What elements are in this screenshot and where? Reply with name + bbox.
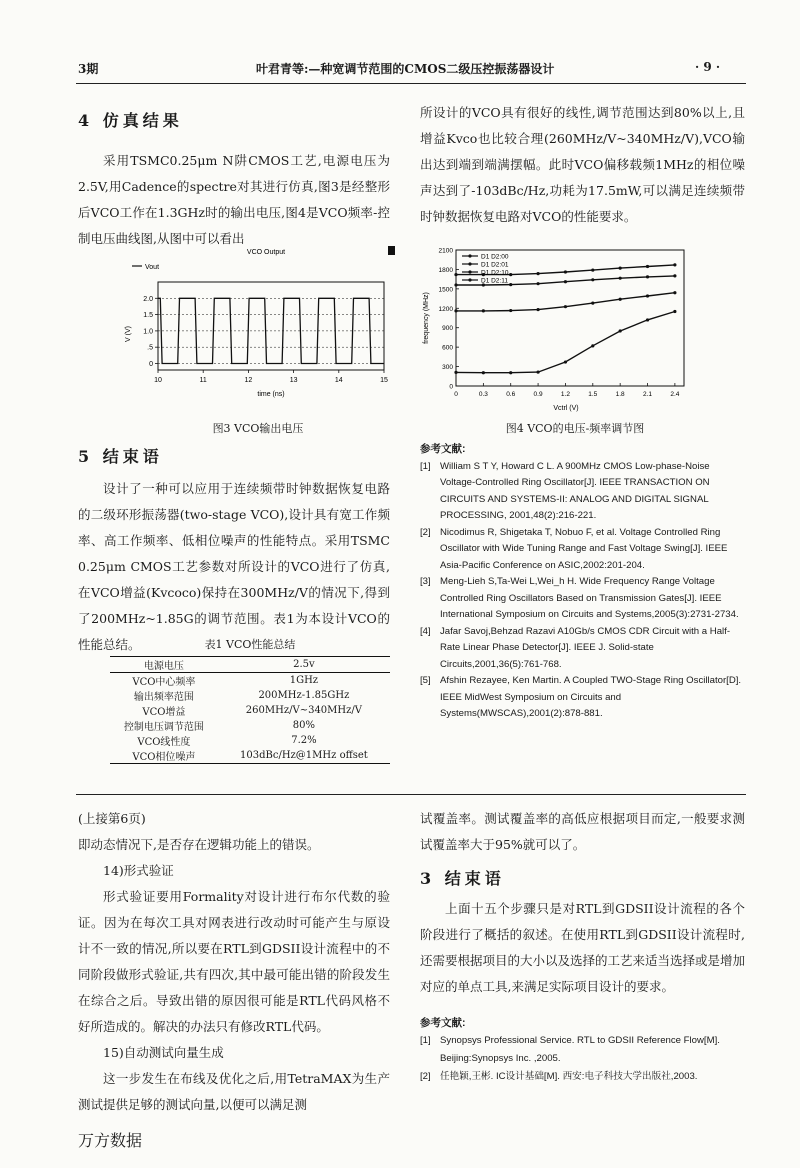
header-issue: 3期 <box>78 62 99 76</box>
reference-text: Nicodimus R, Shigetaka T, Nobuo F, et al. Voltage Controlled Ring Oscillator with Wide Tuning Range and Fast Voltage Swing[J]. IEEE Asia-Pacific Conference on ASIC,2002:201-204. <box>440 526 728 571</box>
table-row <box>110 748 390 763</box>
fig3-y-tick-label: 0 <box>149 360 153 368</box>
fig4-legend-marker <box>468 270 471 273</box>
fig4-x-tick-label: 1.8 <box>615 391 625 398</box>
reference-number: [2] <box>420 526 431 538</box>
continued-note: (上接第6页) <box>78 811 146 826</box>
table-row <box>110 718 390 733</box>
reference-text: Afshin Rezayee, Ken Martin. A Coupled TWO-Stage Ring Oscillator[D]. IEEE MidWest Symposium on Circuits and Systems(MWSCAS),2001(2):878-881. <box>440 675 742 719</box>
bottom-right-p2: 上面十五个步骤只是对RTL到GDSII设计流程的各个阶段进行了概括的叙述。在使用RTL到GDSII设计流程时,还需要根据项目的大小以及选择的工艺来适当选择或是增加对应的单点工具,来满足实际项目设计的要求。 <box>420 901 746 994</box>
fig4-x-tick-label: 1.5 <box>588 391 598 398</box>
reference-item <box>420 673 746 723</box>
fig3-ylabel: V (V) <box>125 326 132 342</box>
table-cell: 80% <box>292 720 316 731</box>
fig4-x-tick-label: 2.1 <box>642 391 653 398</box>
bottom-left-text <box>78 806 390 1118</box>
table1-title: 表1 VCO性能总结 <box>204 638 296 651</box>
section4-paragraph: 采用TSMC0.25μm N阱CMOS工艺,电源电压为2.5V,用Cadence的spectre对其进行仿真,图3是经整形后VCO工作在1.3GHz时的输出电压,图4是VCO频率-控制电压曲线图,从图中可以看出 <box>78 153 390 246</box>
table-cell: VCO中心频率 <box>132 677 196 688</box>
fig4-x-tick-label: 0.9 <box>533 391 543 398</box>
top-references <box>420 441 746 723</box>
fig3-y-tick-label: 1.0 <box>143 328 153 336</box>
fig4-ylabel: frequency (MHz) <box>423 292 430 344</box>
reference-text: Jafar Savoj,Behzad Razavi A10Gb/s CMOS CDR Circuit with a Half-Rate Linear Phase Detector[J]. IEEE J. Solid-state Circuits,2001,36(5):761-768. <box>440 625 731 670</box>
section3-title: 3 结束语 <box>420 869 505 888</box>
reference-item <box>420 1068 746 1086</box>
heading-formal-verification: 14)形式验证 <box>103 863 174 878</box>
fig4-data-point <box>673 310 676 313</box>
fig3-y-tick-label: 2.0 <box>143 295 153 303</box>
fig4-data-point <box>454 309 457 312</box>
table-cell: VCO增益 <box>142 707 186 718</box>
table-row <box>110 657 390 673</box>
fig3-vco-output-chart <box>118 244 398 414</box>
fig4-data-point <box>646 275 649 278</box>
fig3-corner-marker <box>388 246 395 255</box>
section5-block <box>78 444 390 658</box>
fig4-data-point <box>509 283 512 286</box>
bottom-right-text <box>420 806 745 1000</box>
fig4-data-point <box>591 344 594 347</box>
fig4-data-point <box>509 371 512 374</box>
section5-paragraph: 设计了一种可以应用于连续频带时钟数据恢复电路的二级环形振荡器(two-stage VCO),设计具有宽工作频率、高工作频率、低相位噪声的性能特点。采用TSMC 0.25μm CMOS工艺参数对所设计的VCO进行了仿真,在VCO增益(Kvcoco)保持在300MHz/V的情况下,得到了200MHz~1.85G的调节范围。表1为本设计VCO的性能总结。 <box>78 481 390 652</box>
fig3-plot-frame <box>158 282 384 370</box>
fig4-data-point <box>564 280 567 283</box>
page-number: · 9 · <box>695 60 721 74</box>
table-row <box>110 688 390 703</box>
fig4-y-tick-label: 900 <box>442 325 453 333</box>
top-left-text <box>78 108 390 252</box>
table-cell: 2.5v <box>293 659 315 670</box>
fig4-data-point <box>536 308 539 311</box>
reference-text: 任艳颖,王彬. IC设计基础[M]. 西安:电子科技大学出版社,2003. <box>440 1071 698 1082</box>
table-cell: 7.2% <box>291 735 317 746</box>
fig4-data-point <box>536 272 539 275</box>
fig4-y-tick-label: 0 <box>449 383 453 391</box>
fig4-data-point <box>509 309 512 312</box>
table-cell: VCO线性度 <box>137 737 191 748</box>
reference-number: [5] <box>420 675 431 686</box>
fig4-data-point <box>482 309 485 312</box>
table-row <box>110 673 390 689</box>
fig4-y-tick-label: 1500 <box>438 286 453 294</box>
fig3-legend-label: Vout <box>145 264 160 271</box>
table-cell: 控制电压调节范围 <box>123 722 204 733</box>
fig4-data-point <box>454 273 457 276</box>
fig4-data-point <box>619 298 622 301</box>
top-right-text <box>420 100 745 230</box>
table-cell: 电源电压 <box>143 661 184 672</box>
fig3-x-tick-label: 11 <box>199 377 207 384</box>
reference-item <box>420 1032 746 1068</box>
fig4-data-point <box>482 371 485 374</box>
fig4-x-tick-label: 0.3 <box>478 391 488 398</box>
reference-text: William S T Y, Howard C L. A 900MHz CMOS Low-phase-Noise Voltage-Controlled Ring Oscillator[J]. IEEE TRANSACTION ON CIRCUITS AND SYSTEMS-II: ANALOG AND DIGITAL SIGNAL PROCESSING, 2001,48(2):216-221. <box>440 460 710 521</box>
fig4-legend-marker <box>468 262 471 265</box>
fig4-data-point <box>673 263 676 266</box>
fig4-data-point <box>564 305 567 308</box>
header-rule <box>76 83 746 84</box>
refs-title: 参考文献: <box>420 1017 466 1029</box>
table-cell: 输出频率范围 <box>133 692 194 703</box>
fig4-data-point <box>454 283 457 286</box>
running-title: 叶君青等:—种宽调节范围的CMOS二级压控振荡器设计 <box>256 62 555 76</box>
top-right-paragraph: 所设计的VCO具有很好的线性,调节范围达到80%以上,且增益Kvco也比较合理(260MHz/V~340MHz/V),VCO输出达到端到端满摆幅。此时VCO偏移载频1MHz的相位噪声达到了-103dBc/Hz,功耗为17.5mW,可以满足连续频带时钟数据恢复电路对VCO的性能要求。 <box>420 105 745 224</box>
fig4-data-point <box>619 267 622 270</box>
fig4-x-tick-label: 0 <box>454 391 458 398</box>
fig4-data-point <box>619 277 622 280</box>
section4-title: 4 仿真结果 <box>78 111 183 130</box>
reference-number: [3] <box>420 576 431 587</box>
fig4-xlabel: Vctrl (V) <box>553 405 579 412</box>
fig3-title: VCO Output <box>246 249 286 256</box>
reference-number: [1] <box>420 1035 431 1046</box>
fig4-legend-label: D1 D2:11 <box>481 277 508 285</box>
fig3-x-tick-label: 12 <box>244 377 253 384</box>
fig3-y-tick-label: 1.5 <box>143 312 153 320</box>
fig4-data-point <box>591 278 594 281</box>
reference-text: Meng-Lieh S,Ta-Wei L,Wei_h H. Wide Frequency Range Voltage Controlled Ring Oscillators Based on Transmission Gates[J]. IEEE International Symposium on Circuits and Systems,2005(3):2731-2734. <box>440 576 739 620</box>
fig4-data-point <box>536 282 539 285</box>
fig4-data-point <box>646 265 649 268</box>
fig4-caption: 图4 VCO的电压-频率调节图 <box>505 422 645 435</box>
fig4-x-tick-label: 2.4 <box>670 391 680 398</box>
fig3-xlabel: time (ns) <box>257 391 285 398</box>
fig3-x-tick-label: 13 <box>289 377 298 384</box>
fig4-y-tick-label: 2100 <box>438 247 453 255</box>
fig4-data-point <box>564 270 567 273</box>
reference-item <box>420 525 746 575</box>
fig4-data-point <box>646 294 649 297</box>
bottom-left-p2: 形式验证要用Formality对设计进行布尔代数的验证。因为在每次工具对网表进行改动时可能产生与原设计不一致的情况,所以要在RTL到GDSII设计流程中的不同阶段做形式验证,共有四次,其中最可能出错的阶段发生在综合之后。导致出错的原因很可能是RTL代码风格不好所造成的。解决的办法只有修改RTL代码。 <box>78 889 390 1034</box>
fig4-data-point <box>536 370 539 373</box>
refs-title: 参考文献: <box>420 443 466 455</box>
reference-item <box>420 459 746 525</box>
fig4-x-tick-label: 0.6 <box>506 391 516 398</box>
fig4-legend-label: D1 D2:01 <box>481 261 509 269</box>
reference-number: [4] <box>420 625 431 637</box>
fig4-data-point <box>673 291 676 294</box>
fig3-caption: 图3 VCO输出电压 <box>212 422 304 435</box>
reference-text: Synopsys Professional Service. RTL to GDSII Reference Flow[M]. Beijing:Synopsys Inc. ,2005. <box>440 1035 720 1064</box>
fig4-y-tick-label: 300 <box>442 364 453 372</box>
fig4-data-point <box>454 371 457 374</box>
table-cell: VCO相位噪声 <box>132 752 196 763</box>
table-cell: 200MHz-1.85GHz <box>258 690 350 701</box>
fig4-legend-marker <box>468 278 471 281</box>
fig3-x-tick-label: 10 <box>154 377 162 384</box>
watermark: 万方数据 <box>78 1133 143 1150</box>
fig4-legend-label: D1 D2:00 <box>481 253 509 261</box>
fig4-data-point <box>673 274 676 277</box>
fig4-data-point <box>564 360 567 363</box>
article-separator <box>76 794 746 795</box>
reference-number: [1] <box>420 460 431 472</box>
table1 <box>110 636 390 764</box>
fig4-data-point <box>591 302 594 305</box>
reference-number: [2] <box>420 1071 431 1082</box>
fig4-legend-marker <box>468 254 471 257</box>
table-cell: 1GHz <box>289 675 319 686</box>
bottom-references <box>420 1014 746 1086</box>
table1-body <box>110 657 390 763</box>
fig4-data-point <box>591 268 594 271</box>
fig4-legend-label: D1 D2:10 <box>481 269 509 277</box>
bottom-left-p3: 这一步发生在布线及优化之后,用TetraMAX为生产测试提供足够的测试向量,以便可以满足测 <box>78 1071 390 1112</box>
fig3-x-tick-label: 15 <box>380 377 388 384</box>
fig4-data-point <box>646 318 649 321</box>
fig3-y-tick-label: .5 <box>147 344 153 352</box>
fig4-y-tick-label: 1200 <box>438 305 453 313</box>
fig4-x-tick-label: 1.2 <box>560 391 570 398</box>
bottom-left-p1: 即动态情况下,是否存在逻辑功能上的错误。 <box>78 837 320 852</box>
section5-title: 5 结束语 <box>78 447 163 466</box>
table-cell: 260MHz/V~340MHz/V <box>245 705 362 716</box>
reference-item <box>420 574 746 624</box>
table-row <box>110 733 390 748</box>
fig4-y-tick-label: 1800 <box>438 266 453 274</box>
bottom-right-p1: 试覆盖率。测试覆盖率的高低应根据项目而定,一般要求测试覆盖率大于95%就可以了。 <box>420 811 745 852</box>
table-cell: 103dBc/Hz@1MHz offset <box>240 750 368 761</box>
fig4-data-point <box>619 329 622 332</box>
heading-atpg: 15)自动测试向量生成 <box>103 1045 224 1060</box>
fig4-data-point <box>509 273 512 276</box>
table-row <box>110 703 390 718</box>
fig4-frequency-chart <box>420 246 690 418</box>
fig4-y-tick-label: 600 <box>442 344 453 352</box>
fig3-x-tick-label: 14 <box>334 377 343 384</box>
reference-item <box>420 624 746 674</box>
